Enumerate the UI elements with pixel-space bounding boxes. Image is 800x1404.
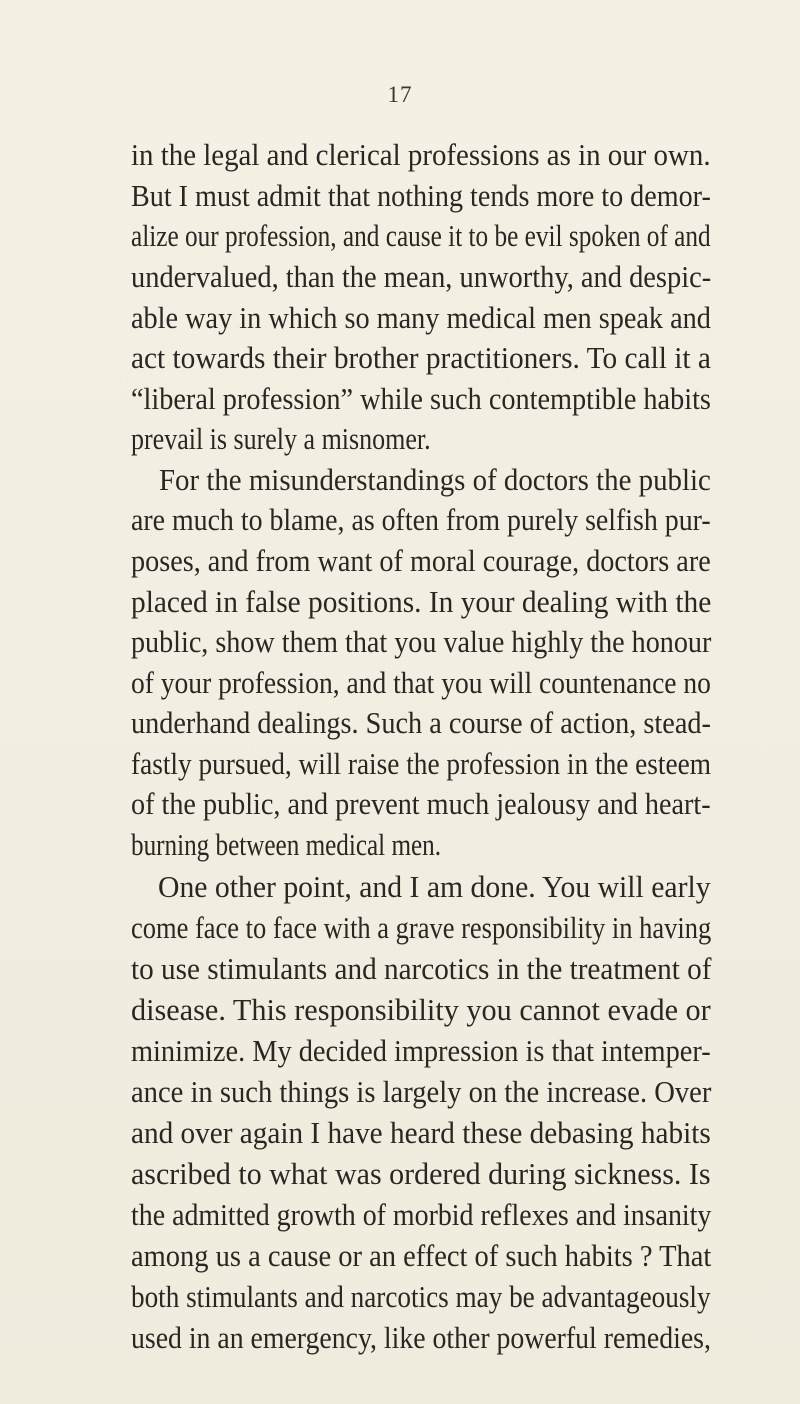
text-line: of the public, and prevent much jealousy and heart- (131, 787, 711, 821)
text-line: able way in which so many medical men speak and (131, 301, 711, 335)
text-line: public, show them that you value highly the honour (131, 625, 712, 659)
text-line: are much to blame, as often from purely selfish pur- (131, 503, 711, 537)
text-line: come face to face with a grave responsibility in having (131, 911, 712, 945)
text-line: act towards their brother practitioners. To call it a (131, 341, 711, 375)
text-line: burning between medical men. (131, 828, 442, 862)
text-line: both stimulants and narcotics may be advantageously (131, 1280, 711, 1314)
text-line: fastly pursued, will raise the profession in the esteem (131, 747, 711, 781)
text-line: of your profession, and that you will countenance no (131, 666, 711, 700)
text-line: placed in false positions. In your dealing with the (131, 585, 712, 619)
text-line: ascribed to what was ordered during sickness. Is (131, 1157, 711, 1191)
text-line: and over again I have heard these debasing habits (131, 1116, 711, 1150)
text-line: among us a cause or an effect of such habits ? That (131, 1239, 712, 1273)
text-line: used in an emergency, like other powerful remedies, (131, 1321, 711, 1355)
text-line: prevail is surely a misnomer. (131, 422, 431, 456)
text-line: in the legal and clerical professions as in our own. (131, 138, 711, 172)
text-line: alize our profession, and cause it to be evil spoken of and (131, 219, 711, 253)
text-line: disease. This responsibility you cannot evade or (131, 993, 711, 1027)
text-line: For the misunderstandings of doctors the public (159, 463, 711, 497)
page-number: 17 (387, 82, 413, 107)
text-line: underhand dealings. Such a course of action, stead- (131, 706, 711, 740)
text-line: One other point, and I am done. You will early (158, 870, 711, 904)
text-line: undervalued, than the mean, unworthy, and despic- (131, 260, 712, 294)
text-line: But I must admit that nothing tends more to demor- (131, 179, 711, 213)
text-line: ance in such things is largely on the increase. Over (131, 1075, 712, 1109)
text-line: the admitted growth of morbid reflexes and insanity (131, 1198, 712, 1232)
text-line: poses, and from want of moral courage, doctors are (131, 544, 711, 578)
text-line: minimize. My decided impression is that intemper- (131, 1034, 711, 1068)
text-line: to use stimulants and narcotics in the treatment of (131, 952, 712, 986)
text-line: “liberal profession” while such contemptible habits (131, 382, 711, 416)
